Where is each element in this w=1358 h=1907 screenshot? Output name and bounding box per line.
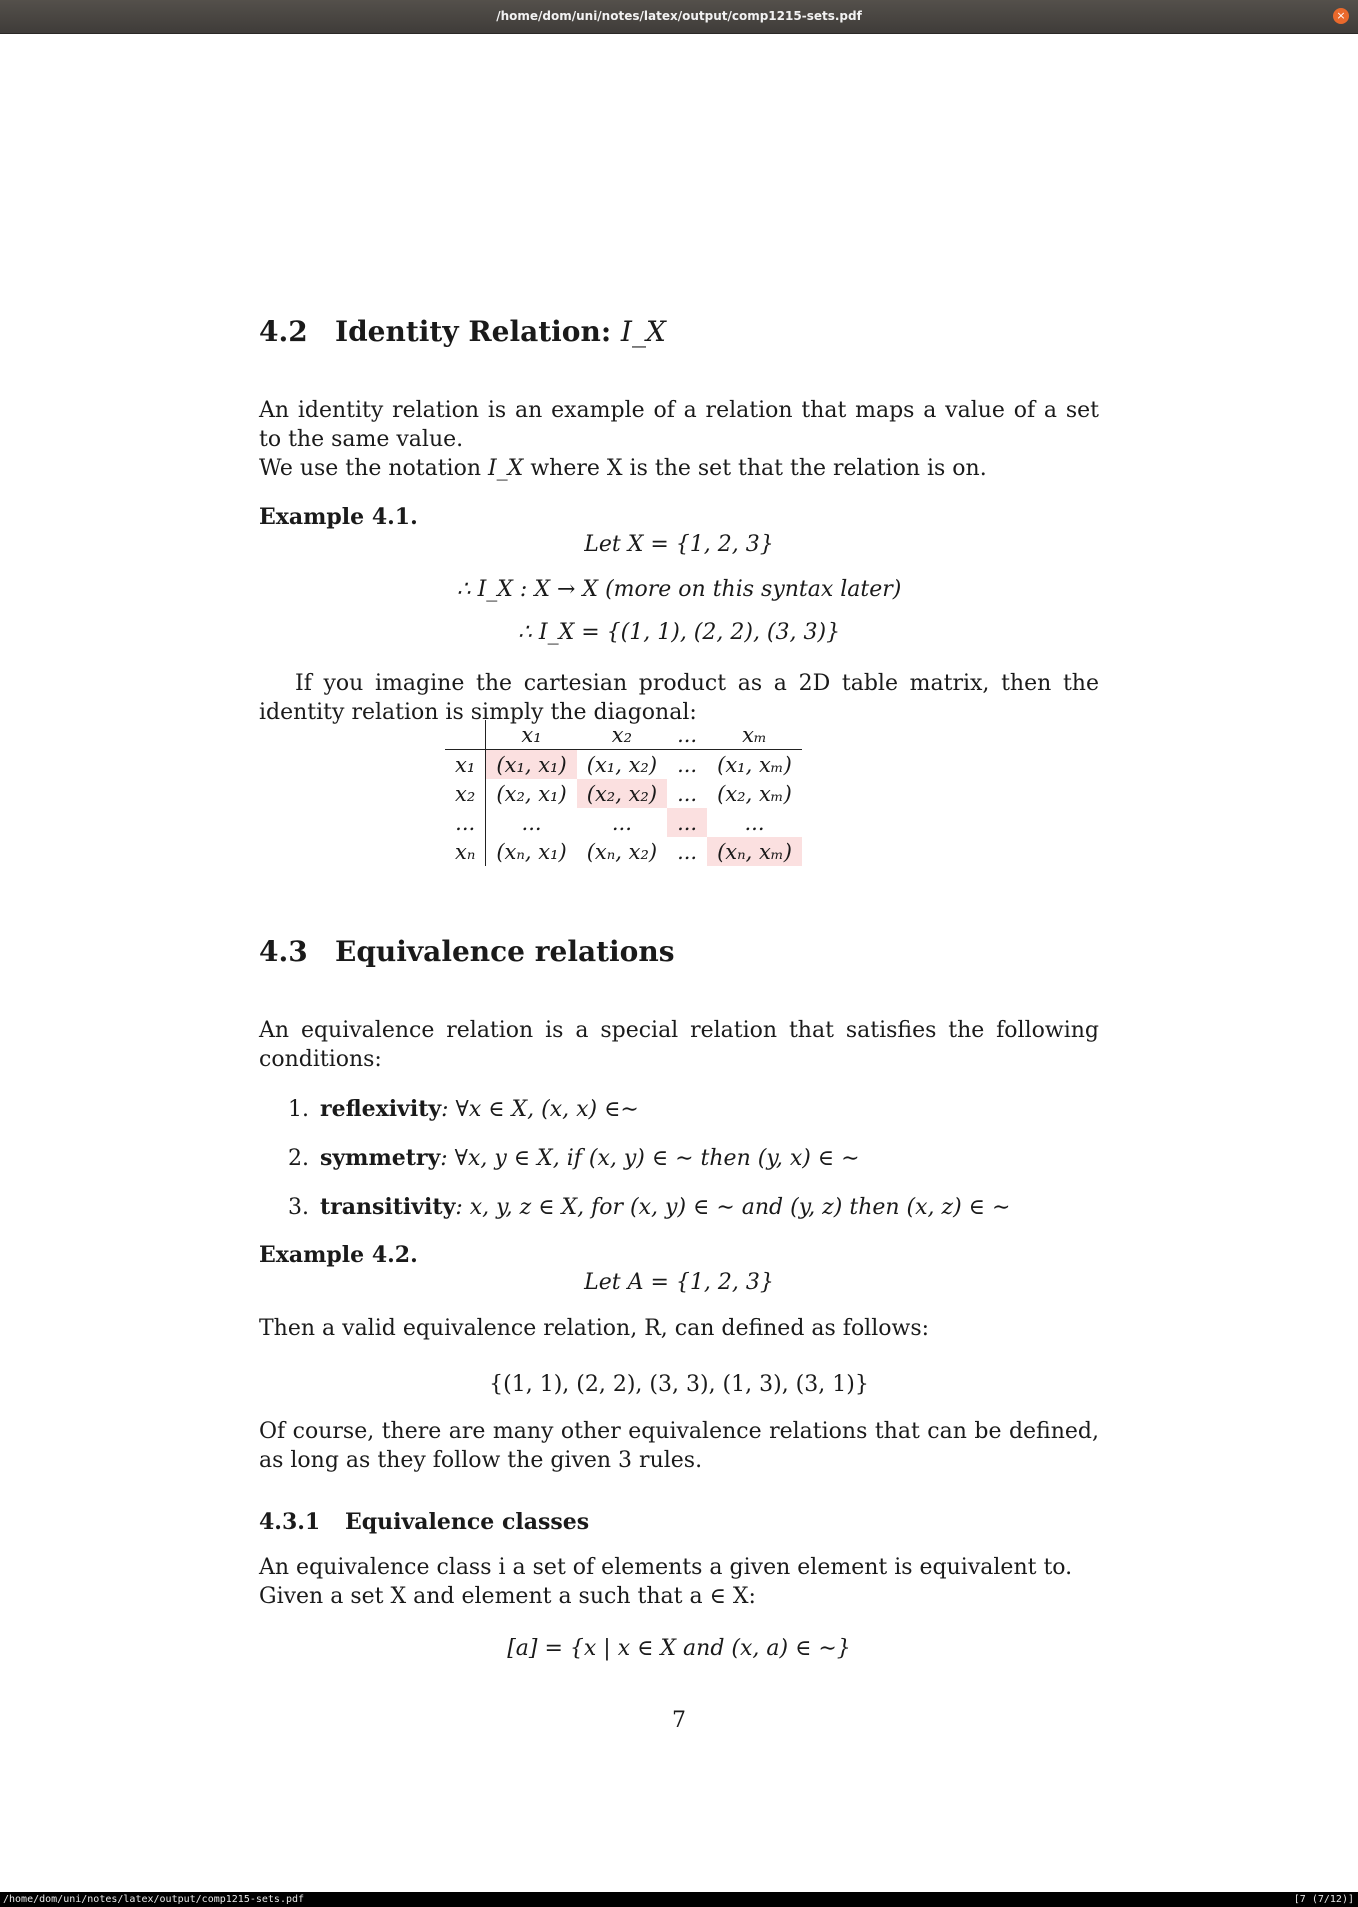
window-title: /home/dom/uni/notes/latex/output/comp1215-sets.pdf — [496, 9, 862, 23]
window-titlebar — [0, 0, 1358, 34]
matrix-cell: ... — [744, 810, 765, 835]
matrix-cell-diagonal: (xₙ, xₘ) — [707, 837, 802, 866]
subsection-title: Equivalence classes — [345, 1509, 590, 1535]
condition-name: reflexivity — [320, 1096, 442, 1122]
identity-notation-math: I_X — [487, 456, 524, 481]
matrix-cell: (xₙ, x₁) — [496, 839, 567, 864]
matrix-cell: ... — [677, 839, 698, 864]
matrix-header-row — [445, 720, 802, 750]
equivalence-intro: An equivalence relation is a special relation that satisfies the following conditions: — [259, 1018, 1099, 1072]
identity-paragraph-2-b: where X is the set that the relation is on. — [523, 456, 987, 481]
identity-matrix-table — [445, 720, 802, 866]
condition-number: 3. — [288, 1195, 309, 1220]
matrix-cell: (x₁, x₂) — [586, 752, 658, 777]
page-number: 7 — [672, 1708, 686, 1733]
section-heading-4-3 — [259, 935, 674, 968]
equivalence-example-paragraph: Then a valid equivalence relation, R, can defined as follows: — [259, 1316, 930, 1341]
condition-formula: : ∀x, y ∈ X, if (x, y) ∈ ∼ then (y, x) ∈ ∼ — [440, 1146, 860, 1171]
identity-paragraph-1: An identity relation is an example of a relation that maps a value of a set to the same value. — [259, 398, 1099, 452]
condition-item — [288, 1145, 860, 1171]
matrix-cell: ... — [677, 781, 698, 806]
section-title: Equivalence relations — [335, 935, 675, 968]
matrix-row — [445, 808, 802, 837]
matrix-col-header: xₘ — [707, 720, 802, 750]
example-4-1-eq-1: Let X = {1, 2, 3} — [584, 532, 774, 557]
matrix-cell: (x₂, xₘ) — [717, 781, 792, 806]
subsection-heading-4-3-1 — [259, 1509, 589, 1535]
example-4-1-eq-3: ∴ I_X = {(1, 1), (2, 2), (3, 3)} — [517, 620, 841, 645]
close-icon[interactable]: × — [1333, 8, 1349, 24]
condition-item — [288, 1194, 1010, 1220]
matrix-cell: (xₙ, x₂) — [586, 839, 658, 864]
matrix-cell: (x₂, x₁) — [496, 781, 567, 806]
matrix-cell-diagonal: (x₂, x₂) — [577, 779, 667, 808]
matrix-cell: ... — [521, 810, 542, 835]
matrix-row-header: x₁ — [445, 750, 486, 780]
condition-name: transitivity — [320, 1194, 456, 1220]
condition-formula: : x, y, z ∈ X, for (x, y) ∈ ∼ and (y, z) then (x, z) ∈ ∼ — [455, 1195, 1011, 1220]
matrix-corner-cell — [445, 720, 486, 750]
matrix-cell: ... — [611, 810, 632, 835]
matrix-col-header: ... — [667, 720, 707, 750]
example-4-1-eq-2: ∴ I_X : X → X (more on this syntax later) — [456, 577, 902, 602]
status-file-path: /home/dom/uni/notes/latex/output/comp1215-sets.pdf — [3, 1894, 305, 1905]
matrix-cell: ... — [677, 752, 698, 777]
matrix-cell-diagonal: ... — [667, 808, 707, 837]
matrix-row — [445, 750, 802, 780]
section-heading-4-2 — [259, 315, 666, 348]
matrix-paragraph: If you imagine the cartesian product as a 2D table matrix, then the identity relation is simply the diagonal: — [259, 671, 1099, 725]
identity-paragraph-2 — [259, 454, 1099, 483]
example-4-2-eq-1: Let A = {1, 2, 3} — [584, 1270, 774, 1295]
matrix-cell-diagonal: (x₁, x₁) — [486, 750, 577, 780]
example-4-1-label: Example 4.1. — [259, 504, 418, 530]
section-number: 4.3 — [259, 935, 308, 968]
condition-name: symmetry — [320, 1145, 441, 1171]
equivalence-class-paragraph-2: Given a set X and element a such that a ∈ X: — [259, 1584, 756, 1609]
status-bar — [0, 1892, 1358, 1907]
condition-number: 1. — [288, 1097, 309, 1122]
equivalence-closing-paragraph: Of course, there are many other equivalence relations that can be defined, as long as they follow the given 3 rules. — [259, 1419, 1099, 1473]
equivalence-class-eq: [a] = {x | x ∈ X and (x, a) ∈ ∼} — [507, 1636, 851, 1661]
condition-item — [288, 1096, 639, 1122]
status-page-indicator: [7 (7/12)] — [1293, 1894, 1354, 1905]
section-title-math: I_X — [620, 315, 666, 348]
matrix-row-header: ... — [445, 808, 486, 837]
matrix-row — [445, 837, 802, 866]
matrix-row-header: x₂ — [445, 779, 486, 808]
section-title: Identity Relation: — [335, 315, 621, 348]
equivalence-class-paragraph-1: An equivalence class i a set of elements a given element is equivalent to. — [259, 1555, 1073, 1580]
identity-paragraph-2-a: We use the notation — [259, 456, 488, 481]
matrix-col-header: x₁ — [486, 720, 577, 750]
matrix-row-header: xₙ — [445, 837, 486, 866]
matrix-row — [445, 779, 802, 808]
matrix-cell: (x₁, xₘ) — [717, 752, 792, 777]
example-4-2-label: Example 4.2. — [259, 1242, 418, 1268]
example-4-2-eq-2: {(1, 1), (2, 2), (3, 3), (1, 3), (3, 1)} — [489, 1372, 869, 1397]
condition-formula: : ∀x ∈ X, (x, x) ∈∼ — [441, 1097, 639, 1122]
subsection-number: 4.3.1 — [259, 1509, 321, 1535]
section-number: 4.2 — [259, 315, 308, 348]
condition-number: 2. — [288, 1146, 309, 1171]
matrix-col-header: x₂ — [577, 720, 667, 750]
